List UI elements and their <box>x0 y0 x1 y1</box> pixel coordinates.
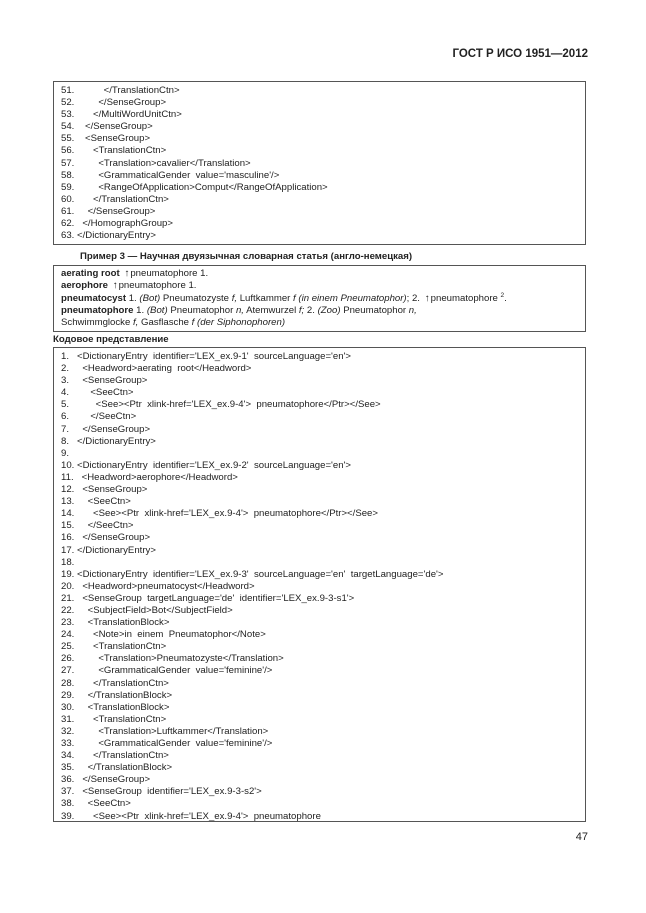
code-line: 26. <Translation>Pneumatozyste</Translation> <box>61 653 284 665</box>
code-line: 27. <GrammaticalGender value='feminine'/> <box>61 665 273 677</box>
code-line: 4. <SeeCtn> <box>61 387 134 399</box>
gender: f <box>191 317 195 329</box>
headword: aerating root <box>61 268 120 279</box>
headword: pneumatocyst <box>61 292 127 304</box>
code-line: 35. </TranslationBlock> <box>61 762 173 774</box>
page-header-title: ГОСТ Р ИСО 1951—2012 <box>452 48 588 60</box>
code-line: 16. </SenseGroup> <box>61 532 151 544</box>
note: (der Siphonophoren) <box>197 317 286 329</box>
code-line: 25. <TranslationCtn> <box>61 641 167 653</box>
code-line: 59. <RangeOfApplication>Comput</RangeOfApplication> <box>61 181 328 193</box>
code-line: 12. <SenseGroup> <box>61 484 148 496</box>
code-line: 13. <SeeCtn> <box>61 496 131 508</box>
headword: aerophore <box>61 280 108 292</box>
headword: pneumatophore <box>61 304 134 316</box>
code-line: 57. <Translation>cavalier</Translation> <box>61 157 251 169</box>
code-line: 51. </TranslationCtn> <box>61 85 180 96</box>
example-title: Пример 3 — Научная двуязычная словарная статья (англо-немецкая) <box>80 251 413 262</box>
cross-reference: pneumatophore <box>430 292 498 304</box>
code-line: 34. </TranslationCtn> <box>61 750 169 762</box>
subject-field: (Bot) <box>146 304 168 316</box>
code-line: 9. <box>61 447 70 459</box>
gender: f; <box>298 304 305 316</box>
code-line: 21. <SenseGroup targetLanguage='de' identifier='LEX_ex.9-3-s1'> <box>61 592 355 604</box>
code-line: 54. </SenseGroup> <box>61 121 153 133</box>
code-line: 7. </SenseGroup> <box>61 423 151 435</box>
sense-number: 2. <box>306 304 315 316</box>
subject-field: (Bot) <box>139 292 161 304</box>
entry-pneumatocyst <box>61 293 585 305</box>
entry-aerophore <box>61 280 585 292</box>
code-line: 62. </HomographGroup> <box>61 218 173 230</box>
subject-field: (Zoo) <box>317 304 341 316</box>
code-line: 14. <See><Ptr xlink-href='LEX_ex.9-4'> pneumatophore</Ptr></See> <box>61 508 378 520</box>
translation: Pneumatophor <box>343 304 407 316</box>
code-line: 19. <DictionaryEntry identifier='LEX_ex.9-3' sourceLanguage='en' targetLanguage='de'> <box>61 568 444 580</box>
entry-aerating-root <box>61 268 585 280</box>
sense-number: 1. <box>136 304 145 316</box>
code-line: 17. </DictionaryEntry> <box>61 544 156 556</box>
code-line: 3. <SenseGroup> <box>61 375 148 387</box>
section-label: Кодовое представление <box>53 334 169 345</box>
code-line: 15. </SeeCtn> <box>61 520 134 532</box>
punctuation: . <box>504 292 507 304</box>
homograph-number: 2 <box>500 291 505 299</box>
dictionary-entry-example <box>53 265 586 332</box>
code-line: 33. <GrammaticalGender value='feminine'/> <box>61 738 273 749</box>
code-line: 58. <GrammaticalGender value='masculine'/> <box>61 169 280 181</box>
code-line: 37. <SenseGroup identifier='LEX_ex.9-3-s2'> <box>61 786 262 798</box>
code-line: 11. <Headword>aerophore</Headword> <box>61 471 238 483</box>
code-line: 31. <TranslationCtn> <box>61 713 167 725</box>
page-number: 47 <box>575 831 588 843</box>
code-line: 55. <SenseGroup> <box>61 133 151 145</box>
code-line: 2. <Headword>aerating root</Headword> <box>61 363 252 375</box>
gender: f <box>293 292 296 304</box>
code-line: 22. <SubjectField>Bot</SubjectField> <box>61 604 233 616</box>
code-line: 23. <TranslationBlock> <box>61 617 170 629</box>
code-line: 56. <TranslationCtn> <box>61 145 167 157</box>
entry-pneumatophore <box>61 305 585 330</box>
code-line: 38. <SeeCtn> <box>61 798 131 810</box>
code-block-xml <box>53 347 586 822</box>
code-line: 32. <Translation>Luftkammer</Translation> <box>61 725 269 737</box>
gender: f, <box>231 292 238 304</box>
note: (in einem Pneumatophor) <box>298 292 407 304</box>
code-line: 61. </SenseGroup> <box>61 205 156 217</box>
code-line: 6. </SeeCtn> <box>61 411 137 423</box>
sense-number: 1. <box>128 292 137 304</box>
translation: Schwimmglocke <box>61 317 131 329</box>
translation: Atemwurzel <box>246 304 297 316</box>
code-line: 53. </MultiWordUnitCtn> <box>61 109 182 121</box>
gender: n, <box>235 304 244 316</box>
code-line: 60. </TranslationCtn> <box>61 193 169 205</box>
code-line: 28. </TranslationCtn> <box>61 677 169 689</box>
arrow-up-icon: ↑ <box>124 268 130 279</box>
code-line: 5. <See><Ptr xlink-href='LEX_ex.9-4'> pneumatophore</Ptr></See> <box>61 399 381 411</box>
cross-reference: pneumatophore 1. <box>118 280 197 292</box>
gender: n, <box>408 304 417 316</box>
code-line: 39. <See><Ptr xlink-href='LEX_ex.9-4'> pneumatophore <box>61 810 321 822</box>
code-line: 10. <DictionaryEntry identifier='LEX_ex.9-2' sourceLanguage='en'> <box>61 459 351 471</box>
code-line: 24. <Note>in einem Pneumatophor</Note> <box>61 629 266 641</box>
translation: Gasflasche <box>141 317 189 329</box>
code-line: 1. <DictionaryEntry identifier='LEX_ex.9-1' sourceLanguage='en'> <box>61 351 351 362</box>
code-line: 20. <Headword>pneumatocyst</Headword> <box>61 580 255 592</box>
code-line: 30. <TranslationBlock> <box>61 701 170 713</box>
code-line: 29. </TranslationBlock> <box>61 689 173 701</box>
code-line: 8. </DictionaryEntry> <box>61 435 156 447</box>
cross-reference: pneumatophore 1. <box>130 268 209 279</box>
arrow-up-icon: ↑ <box>424 292 430 304</box>
code-line: 18. <box>61 556 75 568</box>
code-line: 36. </SenseGroup> <box>61 774 151 786</box>
translation: Pneumatozyste <box>162 292 230 304</box>
arrow-up-icon: ↑ <box>112 280 118 292</box>
code-line: 52. </SenseGroup> <box>61 97 167 109</box>
translation: Pneumatophor <box>170 304 234 316</box>
code-line: 63. </DictionaryEntry> <box>61 230 156 242</box>
separator: ; 2. <box>406 292 420 304</box>
translation: Luftkammer <box>239 292 291 304</box>
code-block-continuation <box>53 81 586 245</box>
gender: f, <box>132 317 139 329</box>
